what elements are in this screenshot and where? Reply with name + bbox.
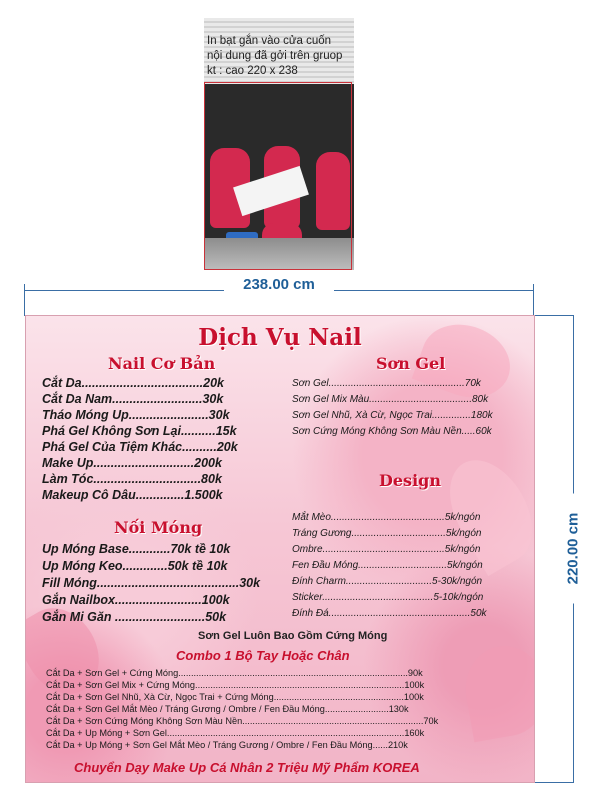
print-note [207,34,354,79]
petal-decoration [433,446,535,576]
width-tick-left [24,284,25,316]
combo-item: Cắt Da + Sơn Gel Mắt Mèo / Tráng Gương / Ombre / Fen Đầu Móng.........................130k [46,704,409,714]
height-tick-bottom [534,782,574,783]
list-item: Ombre............................................5k/ngón [292,544,481,555]
list-item: Up Móng Base............70k tề 10k [42,542,231,556]
width-label: 238.00 cm [224,276,334,293]
list-item: Make Up.............................200k [42,456,222,470]
height-tick-top [534,315,574,316]
list-item: Fill Móng.........................................30k [42,576,261,590]
nail-service-banner [25,315,535,783]
combo-item: Cắt Da + Up Móng + Sơn Gel Mắt Mèo / Tráng Gương / Ombre / Fen Đầu Móng......210k [46,740,408,750]
list-item: Fen Đầu Móng................................5k/ngón [292,560,483,571]
list-item: Đính Charm...............................5-30k/ngón [292,576,483,587]
section-heading-noi-mong: Nối Móng [114,518,203,537]
height-label: 220.00 cm [565,494,582,604]
combo-item: Cắt Da + Sơn Gel Mix + Cứng Móng..................................................................................100k [46,680,425,690]
list-item: Tháo Móng Up.......................30k [42,408,230,422]
list-item: Gắn Mi Găn ..........................50k [42,610,227,624]
list-item: Làm Tóc...............................80k [42,472,222,486]
section-heading-nail-co-ban: Nail Cơ Bản [108,354,216,373]
note-line-2: nội dung đã gởi trên gruop [207,50,343,62]
height-dimension [564,315,582,783]
combo-item: Cắt Da + Sơn Gel + Cứng Móng..........................................................................................90k [46,668,423,678]
shop-photo [204,18,354,270]
gel-note: Sơn Gel Luôn Bao Gồm Cứng Móng [198,630,388,642]
width-dimension [24,276,534,293]
list-item: Up Móng Keo.............50k tề 10k [42,559,228,573]
combo-item: Cắt Da + Up Móng + Sơn Gel.............................................................................................160k [46,728,425,738]
footer-line: Chuyển Dạy Make Up Cá Nhân 2 Triệu Mỹ Phẩm KOREA [74,760,420,775]
list-item: Phá Gel Không Sơn Lại..........15k [42,424,237,438]
petal-decoration [459,640,535,743]
list-item: Sơn Gel.................................................70k [292,378,481,389]
combo-item: Cắt Da + Sơn Gel Nhũ, Xà Cừ, Ngọc Trai + Cứng Móng...................................................100k [46,692,424,702]
list-item: Mắt Mèo.........................................5k/ngón [292,512,481,523]
list-item: Tráng Gương..................................5k/ngón [292,528,482,539]
list-item: Sơn Cứng Móng Không Sơn Màu Nền.....60k [292,426,492,437]
section-heading-design: Design [379,471,441,490]
list-item: Makeup Cô Dâu..............1.500k [42,488,223,502]
list-item: Cắt Da Nam..........................30k [42,392,224,406]
list-item: Sơn Gel Nhũ, Xà Cừ, Ngọc Trai..............180k [292,410,493,421]
list-item: Cắt Da...................................20k [42,376,225,390]
list-item: Sticker........................................5-10k/ngón [292,592,484,603]
door-frame [204,82,352,270]
combo-item: Cắt Da + Sơn Cứng Móng Không Sơn Màu Nền.......................................................................70k [46,716,439,726]
combo-heading: Combo 1 Bộ Tay Hoặc Chân [176,648,350,663]
width-tick-right [533,284,534,316]
list-item: Phá Gel Của Tiệm Khác..........20k [42,440,238,454]
list-item: Sơn Gel Mix Màu.....................................80k [292,394,489,405]
banner-title: Dịch Vụ Nail [198,324,362,351]
list-item: Đính Đá...................................................50k [292,608,487,619]
note-line-1: In bạt gắn vào cửa cuốn [207,35,332,47]
note-line-3: kt : cao 220 x 238 [207,65,298,77]
list-item: Gắn Nailbox.........................100k [42,593,230,607]
section-heading-son-gel: Sơn Gel [376,354,446,373]
